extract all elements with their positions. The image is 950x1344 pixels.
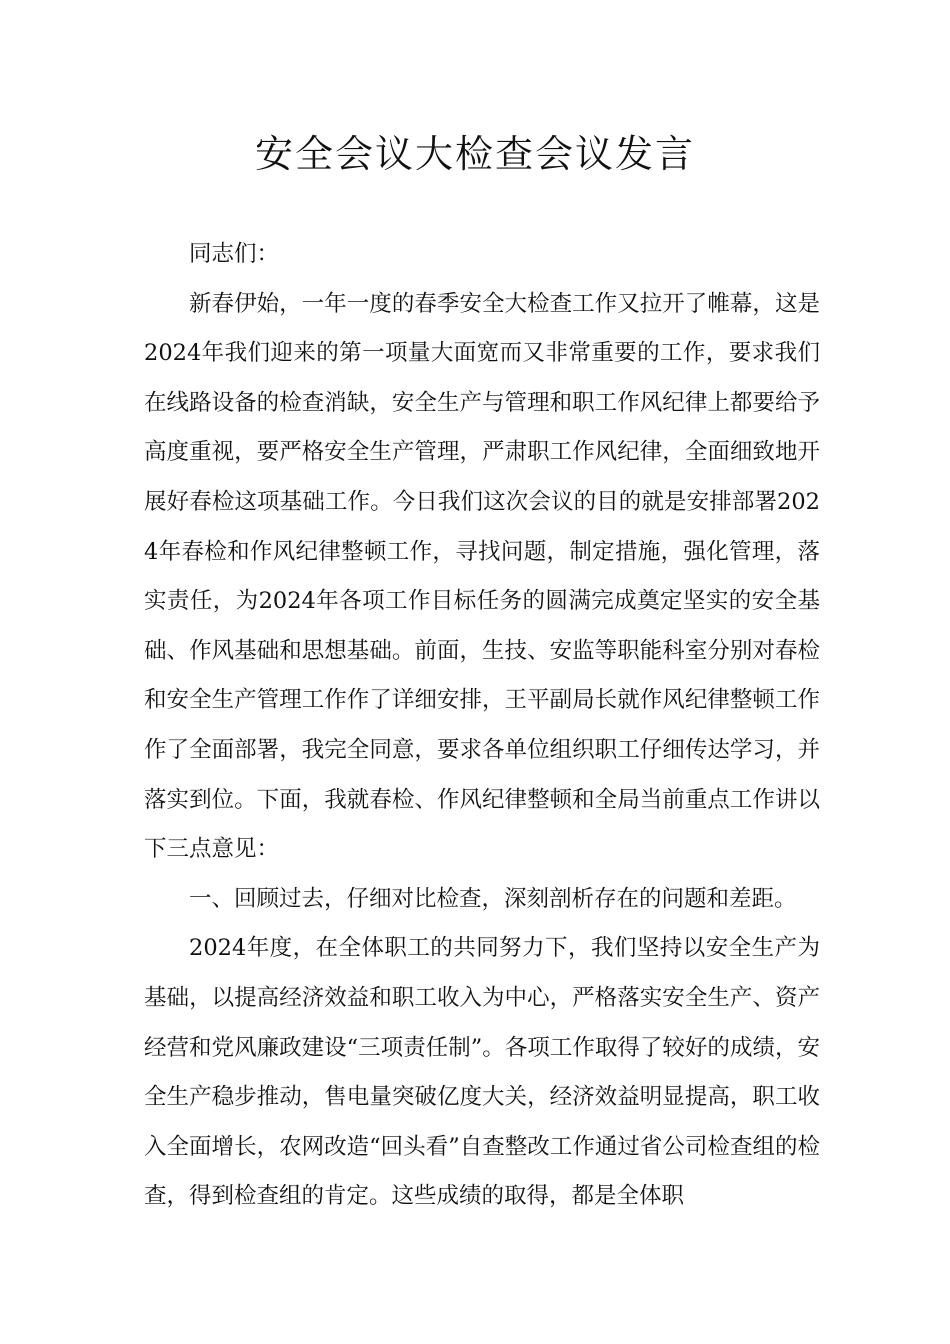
page-title: 安全会议大检查会议发言 (254, 132, 695, 176)
document-body (144, 230, 820, 1222)
section-heading-1: 一、回顾过去，仔细对比检查，深刻剖析存在的问题和差距。 (189, 885, 797, 912)
salutation: 同志们： (189, 241, 280, 267)
paragraph-review: 2024年度，在全体职工的共同努力下，我们坚持以安全生产为基础，以提高经济效益和职工收入为中心，严格落实安全生产、资产经营和党风廉政建设“三项责任制”。各项工作取得了较好的成绩，安全生产稳步推动，售电量突破亿度大关，经济效益明显提高，职工收入全面增长，农网改造“回头看”自查整改工作通过省公司检查组的检查，得到检查组的肯定。这些成绩的取得，都是全体职 (144, 935, 820, 1210)
paragraph-intro: 新春伊始，一年一度的春季安全大检查工作又拉开了帷幕，这是2024年我们迎来的第一项量大面宽而又非常重要的工作，要求我们在线路设备的检查消缺，安全生产与管理和职工作风纪律上都要给予高度重视，要严格安全生产管理，严肃职工作风纪律，全面细致地开展好春检这项基础工作。今日我们这次会议的目的就是安排部署2024年春检和作风纪律整顿工作，寻找问题，制定措施，强化管理，落实责任，为2024年各项工作目标任务的圆满完成奠定坚实的安全基础、作风基础和思想基础。前面，生技、安监等职能科室分别对春检和安全生产管理工作作了详细安排，王平副局长就作风纪律整顿工作作了全面部署，我完全同意，要求各单位组织职工仔细传达学习，并落实到位。下面，我就春检、作风纪律整顿和全局当前重点工作讲以下三点意见： (144, 290, 820, 863)
